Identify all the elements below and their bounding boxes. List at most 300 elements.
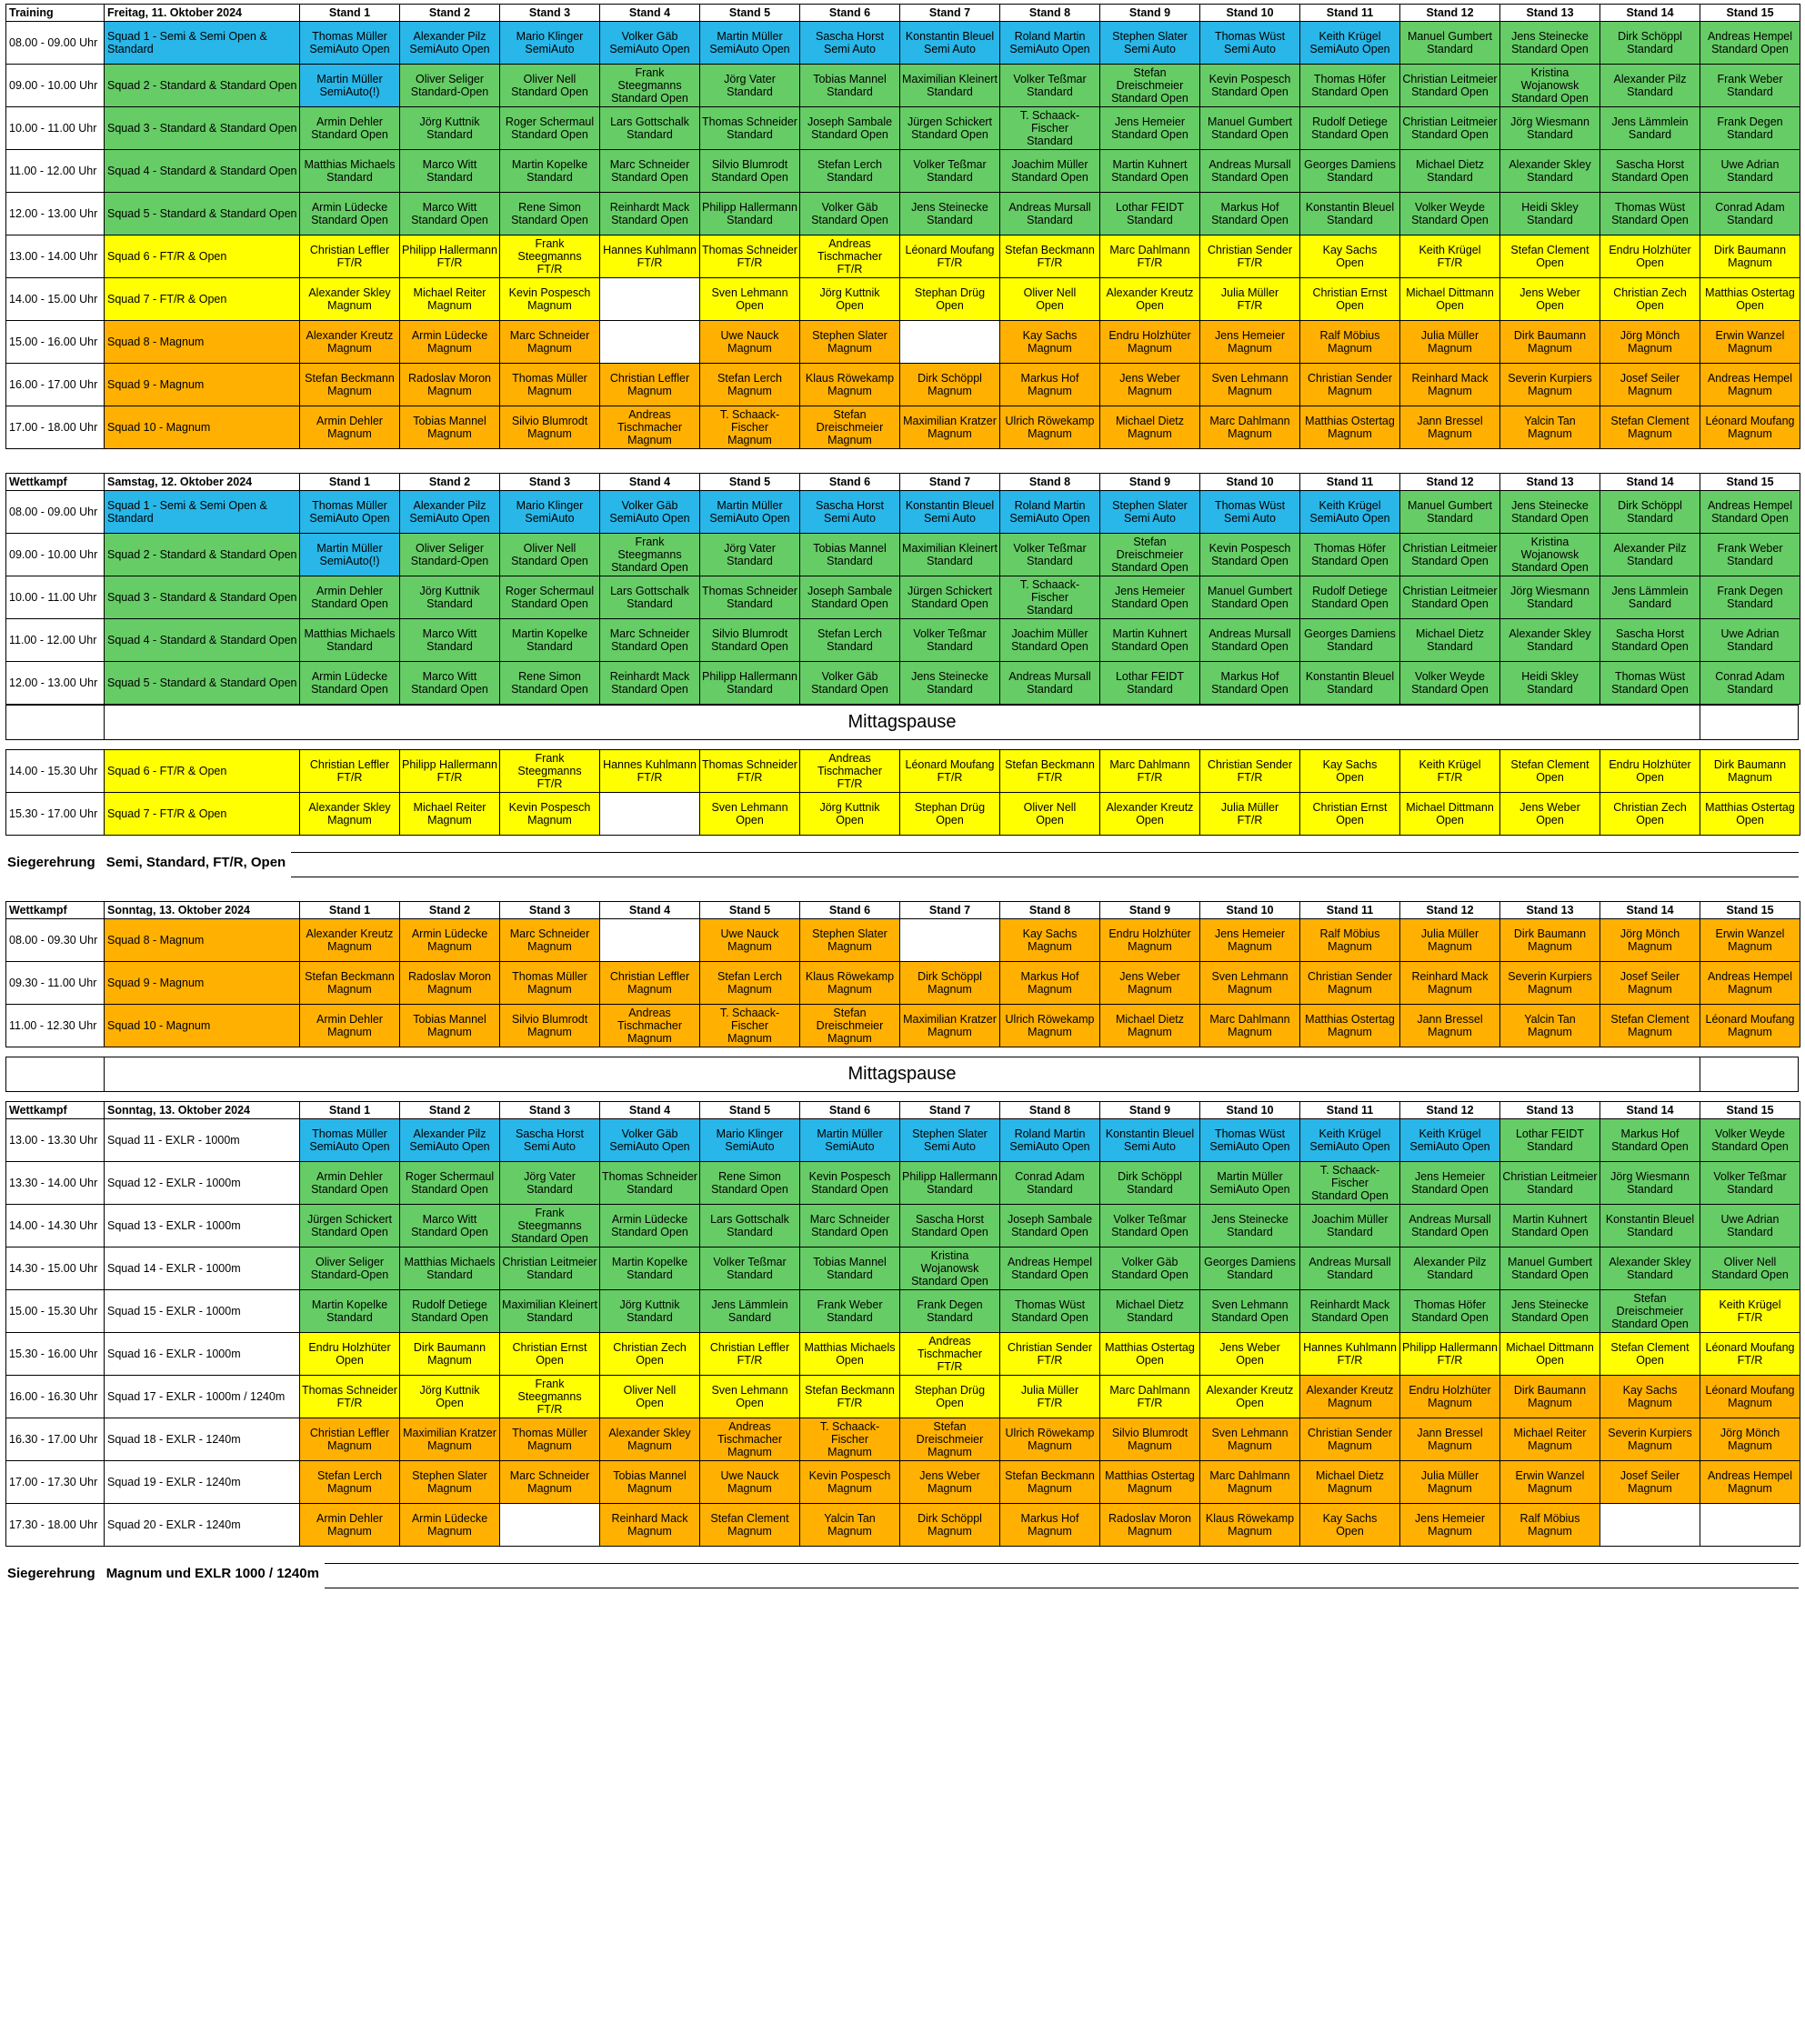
slot-cell-stand-2[interactable]: Alexander Pilz SemiAuto Open	[400, 1119, 500, 1162]
slot-cell-stand-1[interactable]: Christian Leffler Magnum	[300, 1418, 400, 1461]
slot-cell-stand-3[interactable]: Marc Schneider Magnum	[500, 321, 600, 364]
slot-cell-stand-6[interactable]: Joseph Sambale Standard Open	[800, 107, 900, 150]
slot-cell-stand-12[interactable]: Christian Leitmeier Standard Open	[1400, 107, 1500, 150]
slot-cell-stand-5[interactable]: T. Schaack-Fischer Magnum	[700, 1005, 800, 1047]
slot-cell-stand-13[interactable]: Jens Steinecke Standard Open	[1500, 22, 1600, 65]
slot-cell-stand-1[interactable]: Thomas Müller SemiAuto Open	[300, 22, 400, 65]
slot-cell-stand-8[interactable]: Andreas Mursall Standard	[1000, 193, 1100, 235]
slot-cell-stand-7[interactable]: Maximilian Kleinert Standard	[900, 65, 1000, 107]
slot-cell-stand-15[interactable]: Erwin Wanzel Magnum	[1700, 321, 1800, 364]
slot-cell-stand-5[interactable]: Uwe Nauck Magnum	[700, 1461, 800, 1504]
slot-cell-stand-9[interactable]: Stefan Dreischmeier Standard Open	[1100, 65, 1200, 107]
slot-cell-stand-12[interactable]: Philipp Hallermann FT/R	[1400, 1333, 1500, 1376]
slot-cell-stand-6[interactable]: Stefan Lerch Standard	[800, 619, 900, 662]
slot-cell-stand-6[interactable]: Kevin Pospesch Magnum	[800, 1461, 900, 1504]
slot-cell-stand-10[interactable]: Markus Hof Standard Open	[1200, 193, 1300, 235]
slot-cell-stand-15[interactable]: Frank Degen Standard	[1700, 107, 1800, 150]
slot-cell-stand-5[interactable]: Martin Müller SemiAuto Open	[700, 491, 800, 534]
slot-cell-stand-11[interactable]: Joachim Müller Standard	[1300, 1205, 1400, 1247]
slot-cell-stand-6[interactable]: Tobias Mannel Standard	[800, 534, 900, 576]
slot-cell-stand-3[interactable]: Frank Steegmanns FT/R	[500, 235, 600, 278]
slot-cell-stand-9[interactable]: Volker Gäb Standard Open	[1100, 1247, 1200, 1290]
slot-cell-stand-1[interactable]: Armin Dehler Standard Open	[300, 576, 400, 619]
slot-cell-stand-4[interactable]: Lars Gottschalk Standard	[600, 576, 700, 619]
slot-cell-stand-7[interactable]: Dirk Schöppl Magnum	[900, 364, 1000, 406]
slot-cell-stand-1[interactable]: Armin Dehler Standard Open	[300, 107, 400, 150]
slot-cell-stand-15[interactable]: Matthias Ostertag Open	[1700, 278, 1800, 321]
slot-cell-stand-8[interactable]: Ulrich Röwekamp Magnum	[1000, 1418, 1100, 1461]
slot-cell-stand-12[interactable]: Keith Krügel SemiAuto Open	[1400, 1119, 1500, 1162]
slot-cell-stand-13[interactable]: Severin Kurpiers Magnum	[1500, 962, 1600, 1005]
slot-cell-stand-15[interactable]: Jörg Mönch Magnum	[1700, 1418, 1800, 1461]
slot-cell-stand-1[interactable]: Matthias Michaels Standard	[300, 619, 400, 662]
slot-cell-stand-4[interactable]: Thomas Schneider Standard	[600, 1162, 700, 1205]
slot-cell-stand-2[interactable]: Stephen Slater Magnum	[400, 1461, 500, 1504]
slot-cell-stand-15[interactable]: Frank Weber Standard	[1700, 65, 1800, 107]
slot-cell-stand-11[interactable]: Reinhardt Mack Standard Open	[1300, 1290, 1400, 1333]
slot-cell-stand-9[interactable]: Silvio Blumrodt Magnum	[1100, 1418, 1200, 1461]
slot-cell-stand-5[interactable]: Sven Lehmann Open	[700, 1376, 800, 1418]
slot-cell-stand-7[interactable]: Philipp Hallermann Standard	[900, 1162, 1000, 1205]
slot-cell-stand-8[interactable]: Kay Sachs Magnum	[1000, 919, 1100, 962]
slot-cell-stand-2[interactable]: Maximilian Kratzer Magnum	[400, 1418, 500, 1461]
slot-cell-stand-13[interactable]: Dirk Baumann Magnum	[1500, 321, 1600, 364]
slot-cell-stand-15[interactable]	[1700, 1504, 1800, 1547]
slot-cell-stand-3[interactable]: Thomas Müller Magnum	[500, 1418, 600, 1461]
slot-cell-stand-9[interactable]: Michael Dietz Magnum	[1100, 406, 1200, 449]
slot-cell-stand-6[interactable]: Kevin Pospesch Standard Open	[800, 1162, 900, 1205]
slot-cell-stand-11[interactable]: Georges Damiens Standard	[1300, 619, 1400, 662]
slot-cell-stand-2[interactable]: Radoslav Moron Magnum	[400, 962, 500, 1005]
slot-cell-stand-6[interactable]: Stefan Beckmann FT/R	[800, 1376, 900, 1418]
slot-cell-stand-4[interactable]: Hannes Kuhlmann FT/R	[600, 235, 700, 278]
slot-cell-stand-14[interactable]: Christian Zech Open	[1600, 793, 1700, 836]
slot-cell-stand-5[interactable]: Silvio Blumrodt Standard Open	[700, 150, 800, 193]
slot-cell-stand-5[interactable]: Thomas Schneider Standard	[700, 576, 800, 619]
slot-cell-stand-9[interactable]: Jens Hemeier Standard Open	[1100, 107, 1200, 150]
slot-cell-stand-11[interactable]: Michael Dietz Magnum	[1300, 1461, 1400, 1504]
slot-cell-stand-14[interactable]: Dirk Schöppl Standard	[1600, 491, 1700, 534]
slot-cell-stand-4[interactable]: Christian Leffler Magnum	[600, 364, 700, 406]
slot-cell-stand-12[interactable]: Julia Müller Magnum	[1400, 321, 1500, 364]
slot-cell-stand-1[interactable]: Martin Müller SemiAuto(!)	[300, 534, 400, 576]
slot-cell-stand-1[interactable]: Jürgen Schickert Standard Open	[300, 1205, 400, 1247]
slot-cell-stand-3[interactable]: Martin Kopelke Standard	[500, 150, 600, 193]
slot-cell-stand-7[interactable]: Jürgen Schickert Standard Open	[900, 107, 1000, 150]
slot-cell-stand-10[interactable]: Andreas Mursall Standard Open	[1200, 619, 1300, 662]
slot-cell-stand-14[interactable]: Konstantin Bleuel Standard	[1600, 1205, 1700, 1247]
slot-cell-stand-2[interactable]: Michael Reiter Magnum	[400, 793, 500, 836]
slot-cell-stand-3[interactable]: Roger Schermaul Standard Open	[500, 107, 600, 150]
slot-cell-stand-2[interactable]: Michael Reiter Magnum	[400, 278, 500, 321]
slot-cell-stand-7[interactable]	[900, 919, 1000, 962]
slot-cell-stand-15[interactable]: Volker Weyde Standard Open	[1700, 1119, 1800, 1162]
slot-cell-stand-5[interactable]: Stefan Lerch Magnum	[700, 962, 800, 1005]
slot-cell-stand-14[interactable]: Stefan Clement Open	[1600, 1333, 1700, 1376]
slot-cell-stand-10[interactable]: Christian Sender FT/R	[1200, 235, 1300, 278]
slot-cell-stand-4[interactable]: Lars Gottschalk Standard	[600, 107, 700, 150]
slot-cell-stand-9[interactable]: Alexander Kreutz Open	[1100, 278, 1200, 321]
slot-cell-stand-2[interactable]: Armin Lüdecke Magnum	[400, 321, 500, 364]
slot-cell-stand-13[interactable]: Jens Weber Open	[1500, 278, 1600, 321]
slot-cell-stand-1[interactable]: Armin Dehler Standard Open	[300, 1162, 400, 1205]
slot-cell-stand-7[interactable]: Volker Teßmar Standard	[900, 619, 1000, 662]
slot-cell-stand-7[interactable]: Stephan Drüg Open	[900, 278, 1000, 321]
slot-cell-stand-4[interactable]: Christian Zech Open	[600, 1333, 700, 1376]
slot-cell-stand-12[interactable]: Jens Hemeier Magnum	[1400, 1504, 1500, 1547]
slot-cell-stand-9[interactable]: Lothar FEIDT Standard	[1100, 193, 1200, 235]
slot-cell-stand-13[interactable]: Jens Weber Open	[1500, 793, 1600, 836]
slot-cell-stand-3[interactable]: Frank Steegmanns FT/R	[500, 1376, 600, 1418]
slot-cell-stand-6[interactable]: Andreas Tischmacher FT/R	[800, 235, 900, 278]
slot-cell-stand-4[interactable]: Tobias Mannel Magnum	[600, 1461, 700, 1504]
slot-cell-stand-15[interactable]: Uwe Adrian Standard	[1700, 150, 1800, 193]
slot-cell-stand-7[interactable]: Maximilian Kleinert Standard	[900, 534, 1000, 576]
slot-cell-stand-2[interactable]: Tobias Mannel Magnum	[400, 406, 500, 449]
slot-cell-stand-13[interactable]: Michael Reiter Magnum	[1500, 1418, 1600, 1461]
slot-cell-stand-7[interactable]: Jens Steinecke Standard	[900, 193, 1000, 235]
slot-cell-stand-1[interactable]: Matthias Michaels Standard	[300, 150, 400, 193]
slot-cell-stand-2[interactable]: Armin Lüdecke Magnum	[400, 1504, 500, 1547]
slot-cell-stand-2[interactable]: Jörg Kuttnik Standard	[400, 107, 500, 150]
slot-cell-stand-5[interactable]: Uwe Nauck Magnum	[700, 321, 800, 364]
slot-cell-stand-1[interactable]: Alexander Skley Magnum	[300, 278, 400, 321]
slot-cell-stand-13[interactable]: Alexander Skley Standard	[1500, 150, 1600, 193]
slot-cell-stand-11[interactable]: Ralf Möbius Magnum	[1300, 919, 1400, 962]
slot-cell-stand-10[interactable]: Jens Hemeier Magnum	[1200, 321, 1300, 364]
slot-cell-stand-5[interactable]: Sven Lehmann Open	[700, 278, 800, 321]
slot-cell-stand-5[interactable]: Stefan Lerch Magnum	[700, 364, 800, 406]
slot-cell-stand-8[interactable]: Kay Sachs Magnum	[1000, 321, 1100, 364]
slot-cell-stand-7[interactable]: Maximilian Kratzer Magnum	[900, 406, 1000, 449]
slot-cell-stand-4[interactable]	[600, 793, 700, 836]
slot-cell-stand-2[interactable]: Alexander Pilz SemiAuto Open	[400, 22, 500, 65]
slot-cell-stand-10[interactable]: Marc Dahlmann Magnum	[1200, 406, 1300, 449]
slot-cell-stand-13[interactable]: Yalcin Tan Magnum	[1500, 406, 1600, 449]
slot-cell-stand-5[interactable]: T. Schaack-Fischer Magnum	[700, 406, 800, 449]
slot-cell-stand-14[interactable]: Josef Seiler Magnum	[1600, 364, 1700, 406]
slot-cell-stand-2[interactable]: Matthias Michaels Standard	[400, 1247, 500, 1290]
slot-cell-stand-15[interactable]: Keith Krügel FT/R	[1700, 1290, 1800, 1333]
slot-cell-stand-3[interactable]: Silvio Blumrodt Magnum	[500, 1005, 600, 1047]
slot-cell-stand-14[interactable]: Kay Sachs Magnum	[1600, 1376, 1700, 1418]
slot-cell-stand-6[interactable]: Stefan Dreischmeier Magnum	[800, 1005, 900, 1047]
slot-cell-stand-8[interactable]: Markus Hof Magnum	[1000, 364, 1100, 406]
slot-cell-stand-10[interactable]: Manuel Gumbert Standard Open	[1200, 107, 1300, 150]
slot-cell-stand-12[interactable]: Jann Bressel Magnum	[1400, 406, 1500, 449]
slot-cell-stand-10[interactable]: Klaus Röwekamp Magnum	[1200, 1504, 1300, 1547]
slot-cell-stand-8[interactable]: Markus Hof Magnum	[1000, 1504, 1100, 1547]
slot-cell-stand-3[interactable]: Rene Simon Standard Open	[500, 662, 600, 705]
slot-cell-stand-15[interactable]: Frank Weber Standard	[1700, 534, 1800, 576]
slot-cell-stand-11[interactable]: Konstantin Bleuel Standard	[1300, 662, 1400, 705]
slot-cell-stand-11[interactable]: Thomas Höfer Standard Open	[1300, 534, 1400, 576]
slot-cell-stand-9[interactable]: Lothar FEIDT Standard	[1100, 662, 1200, 705]
slot-cell-stand-2[interactable]: Dirk Baumann Magnum	[400, 1333, 500, 1376]
slot-cell-stand-10[interactable]: Sven Lehmann Magnum	[1200, 364, 1300, 406]
slot-cell-stand-10[interactable]: Jens Weber Open	[1200, 1333, 1300, 1376]
slot-cell-stand-2[interactable]: Marco Witt Standard Open	[400, 193, 500, 235]
slot-cell-stand-14[interactable]: Endru Holzhüter Open	[1600, 750, 1700, 793]
slot-cell-stand-13[interactable]: Heidi Skley Standard	[1500, 662, 1600, 705]
slot-cell-stand-12[interactable]: Jens Hemeier Standard Open	[1400, 1162, 1500, 1205]
slot-cell-stand-11[interactable]: Thomas Höfer Standard Open	[1300, 65, 1400, 107]
slot-cell-stand-10[interactable]: Sven Lehmann Standard Open	[1200, 1290, 1300, 1333]
slot-cell-stand-2[interactable]: Radoslav Moron Magnum	[400, 364, 500, 406]
slot-cell-stand-4[interactable]: Reinhardt Mack Standard Open	[600, 662, 700, 705]
slot-cell-stand-7[interactable]: Stephan Drüg Open	[900, 1376, 1000, 1418]
slot-cell-stand-11[interactable]: Kay Sachs Open	[1300, 235, 1400, 278]
slot-cell-stand-1[interactable]: Armin Lüdecke Standard Open	[300, 193, 400, 235]
slot-cell-stand-13[interactable]: Stefan Clement Open	[1500, 750, 1600, 793]
slot-cell-stand-7[interactable]: Dirk Schöppl Magnum	[900, 1504, 1000, 1547]
slot-cell-stand-4[interactable]: Frank Steegmanns Standard Open	[600, 65, 700, 107]
slot-cell-stand-8[interactable]: Christian Sender FT/R	[1000, 1333, 1100, 1376]
slot-cell-stand-15[interactable]: Léonard Moufang Magnum	[1700, 1005, 1800, 1047]
slot-cell-stand-4[interactable]: Volker Gäb SemiAuto Open	[600, 491, 700, 534]
slot-cell-stand-14[interactable]: Alexander Pilz Standard	[1600, 65, 1700, 107]
slot-cell-stand-13[interactable]: Erwin Wanzel Magnum	[1500, 1461, 1600, 1504]
slot-cell-stand-14[interactable]: Stefan Clement Magnum	[1600, 1005, 1700, 1047]
slot-cell-stand-1[interactable]: Stefan Beckmann Magnum	[300, 962, 400, 1005]
slot-cell-stand-5[interactable]: Volker Teßmar Standard	[700, 1247, 800, 1290]
slot-cell-stand-5[interactable]: Stefan Clement Magnum	[700, 1504, 800, 1547]
slot-cell-stand-7[interactable]: Konstantin Bleuel Semi Auto	[900, 22, 1000, 65]
slot-cell-stand-6[interactable]: Martin Müller SemiAuto	[800, 1119, 900, 1162]
slot-cell-stand-2[interactable]: Armin Lüdecke Magnum	[400, 919, 500, 962]
slot-cell-stand-11[interactable]: Konstantin Bleuel Standard	[1300, 193, 1400, 235]
slot-cell-stand-13[interactable]: Christian Leitmeier Standard	[1500, 1162, 1600, 1205]
slot-cell-stand-15[interactable]: Léonard Moufang Magnum	[1700, 406, 1800, 449]
slot-cell-stand-4[interactable]: Andreas Tischmacher Magnum	[600, 1005, 700, 1047]
slot-cell-stand-11[interactable]: Christian Sender Magnum	[1300, 1418, 1400, 1461]
slot-cell-stand-14[interactable]: Sascha Horst Standard Open	[1600, 150, 1700, 193]
slot-cell-stand-8[interactable]: Roland Martin SemiAuto Open	[1000, 1119, 1100, 1162]
slot-cell-stand-11[interactable]: Hannes Kuhlmann FT/R	[1300, 1333, 1400, 1376]
slot-cell-stand-9[interactable]: Marc Dahlmann FT/R	[1100, 750, 1200, 793]
slot-cell-stand-12[interactable]: Manuel Gumbert Standard	[1400, 22, 1500, 65]
slot-cell-stand-2[interactable]: Oliver Seliger Standard-Open	[400, 65, 500, 107]
slot-cell-stand-10[interactable]: Marc Dahlmann Magnum	[1200, 1461, 1300, 1504]
slot-cell-stand-7[interactable]: Léonard Moufang FT/R	[900, 235, 1000, 278]
slot-cell-stand-6[interactable]: Jörg Kuttnik Open	[800, 278, 900, 321]
slot-cell-stand-1[interactable]: Stefan Lerch Magnum	[300, 1461, 400, 1504]
slot-cell-stand-11[interactable]: Kay Sachs Open	[1300, 750, 1400, 793]
slot-cell-stand-1[interactable]: Christian Leffler FT/R	[300, 750, 400, 793]
slot-cell-stand-15[interactable]: Léonard Moufang FT/R	[1700, 1333, 1800, 1376]
slot-cell-stand-15[interactable]: Andreas Hempel Standard Open	[1700, 491, 1800, 534]
slot-cell-stand-12[interactable]: Volker Weyde Standard Open	[1400, 662, 1500, 705]
slot-cell-stand-14[interactable]: Endru Holzhüter Open	[1600, 235, 1700, 278]
slot-cell-stand-6[interactable]: Klaus Röwekamp Magnum	[800, 364, 900, 406]
slot-cell-stand-8[interactable]: Volker Teßmar Standard	[1000, 534, 1100, 576]
slot-cell-stand-3[interactable]: Roger Schermaul Standard Open	[500, 576, 600, 619]
slot-cell-stand-11[interactable]: Kay Sachs Open	[1300, 1504, 1400, 1547]
slot-cell-stand-5[interactable]: Thomas Schneider Standard	[700, 107, 800, 150]
slot-cell-stand-9[interactable]: Endru Holzhüter Magnum	[1100, 919, 1200, 962]
slot-cell-stand-14[interactable]: Josef Seiler Magnum	[1600, 962, 1700, 1005]
slot-cell-stand-10[interactable]: Thomas Wüst SemiAuto Open	[1200, 1119, 1300, 1162]
slot-cell-stand-4[interactable]: Reinhardt Mack Standard Open	[600, 193, 700, 235]
slot-cell-stand-2[interactable]: Roger Schermaul Standard Open	[400, 1162, 500, 1205]
slot-cell-stand-11[interactable]: Christian Sender Magnum	[1300, 962, 1400, 1005]
slot-cell-stand-11[interactable]: Rudolf Detiege Standard Open	[1300, 576, 1400, 619]
slot-cell-stand-2[interactable]: Oliver Seliger Standard-Open	[400, 534, 500, 576]
slot-cell-stand-12[interactable]: Jann Bressel Magnum	[1400, 1005, 1500, 1047]
slot-cell-stand-14[interactable]: Thomas Wüst Standard Open	[1600, 662, 1700, 705]
slot-cell-stand-8[interactable]: Joachim Müller Standard Open	[1000, 150, 1100, 193]
slot-cell-stand-5[interactable]: Christian Leffler FT/R	[700, 1333, 800, 1376]
slot-cell-stand-11[interactable]: Keith Krügel SemiAuto Open	[1300, 22, 1400, 65]
slot-cell-stand-13[interactable]: Yalcin Tan Magnum	[1500, 1005, 1600, 1047]
slot-cell-stand-4[interactable]	[600, 321, 700, 364]
slot-cell-stand-6[interactable]: Volker Gäb Standard Open	[800, 193, 900, 235]
slot-cell-stand-12[interactable]: Julia Müller Magnum	[1400, 1461, 1500, 1504]
slot-cell-stand-13[interactable]: Alexander Skley Standard	[1500, 619, 1600, 662]
slot-cell-stand-12[interactable]: Alexander Pilz Standard	[1400, 1247, 1500, 1290]
slot-cell-stand-6[interactable]: Stephen Slater Magnum	[800, 321, 900, 364]
slot-cell-stand-12[interactable]: Christian Leitmeier Standard Open	[1400, 65, 1500, 107]
slot-cell-stand-10[interactable]: Sven Lehmann Magnum	[1200, 962, 1300, 1005]
slot-cell-stand-13[interactable]: Manuel Gumbert Standard Open	[1500, 1247, 1600, 1290]
slot-cell-stand-3[interactable]: Sascha Horst Semi Auto	[500, 1119, 600, 1162]
slot-cell-stand-5[interactable]: Jörg Vater Standard	[700, 534, 800, 576]
slot-cell-stand-12[interactable]: Michael Dietz Standard	[1400, 150, 1500, 193]
slot-cell-stand-8[interactable]: Julia Müller FT/R	[1000, 1376, 1100, 1418]
slot-cell-stand-9[interactable]: Jens Weber Magnum	[1100, 962, 1200, 1005]
slot-cell-stand-11[interactable]: Rudolf Detiege Standard Open	[1300, 107, 1400, 150]
slot-cell-stand-9[interactable]: Stephen Slater Semi Auto	[1100, 22, 1200, 65]
slot-cell-stand-4[interactable]: Armin Lüdecke Standard Open	[600, 1205, 700, 1247]
slot-cell-stand-5[interactable]: Mario Klinger SemiAuto	[700, 1119, 800, 1162]
slot-cell-stand-1[interactable]: Martin Kopelke Standard	[300, 1290, 400, 1333]
slot-cell-stand-13[interactable]: Kristina Wojanowsk Standard Open	[1500, 534, 1600, 576]
slot-cell-stand-5[interactable]: Martin Müller SemiAuto Open	[700, 22, 800, 65]
slot-cell-stand-8[interactable]: Stefan Beckmann FT/R	[1000, 235, 1100, 278]
slot-cell-stand-13[interactable]: Stefan Clement Open	[1500, 235, 1600, 278]
slot-cell-stand-12[interactable]: Michael Dietz Standard	[1400, 619, 1500, 662]
slot-cell-stand-3[interactable]	[500, 1504, 600, 1547]
slot-cell-stand-1[interactable]: Armin Dehler Magnum	[300, 1005, 400, 1047]
slot-cell-stand-8[interactable]: Oliver Nell Open	[1000, 793, 1100, 836]
slot-cell-stand-15[interactable]: Andreas Hempel Standard Open	[1700, 22, 1800, 65]
slot-cell-stand-8[interactable]: Roland Martin SemiAuto Open	[1000, 491, 1100, 534]
slot-cell-stand-7[interactable]: Andreas Tischmacher FT/R	[900, 1333, 1000, 1376]
slot-cell-stand-10[interactable]: Jens Steinecke Standard	[1200, 1205, 1300, 1247]
slot-cell-stand-9[interactable]: Michael Dietz Magnum	[1100, 1005, 1200, 1047]
slot-cell-stand-10[interactable]: Kevin Pospesch Standard Open	[1200, 65, 1300, 107]
slot-cell-stand-3[interactable]: Silvio Blumrodt Magnum	[500, 406, 600, 449]
slot-cell-stand-14[interactable]: Stefan Dreischmeier Standard Open	[1600, 1290, 1700, 1333]
slot-cell-stand-4[interactable]: Jörg Kuttnik Standard	[600, 1290, 700, 1333]
slot-cell-stand-6[interactable]: Stefan Lerch Standard	[800, 150, 900, 193]
slot-cell-stand-8[interactable]: Joachim Müller Standard Open	[1000, 619, 1100, 662]
slot-cell-stand-14[interactable]: Thomas Wüst Standard Open	[1600, 193, 1700, 235]
slot-cell-stand-6[interactable]: Stephen Slater Magnum	[800, 919, 900, 962]
slot-cell-stand-11[interactable]: Alexander Kreutz Magnum	[1300, 1376, 1400, 1418]
slot-cell-stand-9[interactable]: Michael Dietz Standard	[1100, 1290, 1200, 1333]
slot-cell-stand-13[interactable]: Jörg Wiesmann Standard	[1500, 107, 1600, 150]
slot-cell-stand-7[interactable]: Maximilian Kratzer Magnum	[900, 1005, 1000, 1047]
slot-cell-stand-5[interactable]: Jens Lämmlein Sandard	[700, 1290, 800, 1333]
slot-cell-stand-5[interactable]: Uwe Nauck Magnum	[700, 919, 800, 962]
slot-cell-stand-3[interactable]: Marc Schneider Magnum	[500, 1461, 600, 1504]
slot-cell-stand-12[interactable]: Andreas Mursall Standard Open	[1400, 1205, 1500, 1247]
slot-cell-stand-10[interactable]: Jens Hemeier Magnum	[1200, 919, 1300, 962]
slot-cell-stand-12[interactable]: Endru Holzhüter Magnum	[1400, 1376, 1500, 1418]
slot-cell-stand-6[interactable]: Tobias Mannel Standard	[800, 1247, 900, 1290]
slot-cell-stand-6[interactable]: Sascha Horst Semi Auto	[800, 491, 900, 534]
slot-cell-stand-15[interactable]: Oliver Nell Standard Open	[1700, 1247, 1800, 1290]
slot-cell-stand-3[interactable]: Thomas Müller Magnum	[500, 364, 600, 406]
slot-cell-stand-5[interactable]: Silvio Blumrodt Standard Open	[700, 619, 800, 662]
slot-cell-stand-2[interactable]: Philipp Hallermann FT/R	[400, 235, 500, 278]
slot-cell-stand-14[interactable]: Jörg Wiesmann Standard	[1600, 1162, 1700, 1205]
slot-cell-stand-13[interactable]: Dirk Baumann Magnum	[1500, 919, 1600, 962]
slot-cell-stand-1[interactable]: Armin Lüdecke Standard Open	[300, 662, 400, 705]
slot-cell-stand-7[interactable]: Stephen Slater Semi Auto	[900, 1119, 1000, 1162]
slot-cell-stand-7[interactable]: Jens Weber Magnum	[900, 1461, 1000, 1504]
slot-cell-stand-9[interactable]: Endru Holzhüter Magnum	[1100, 321, 1200, 364]
slot-cell-stand-2[interactable]: Rudolf Detiege Standard Open	[400, 1290, 500, 1333]
slot-cell-stand-3[interactable]: Maximilian Kleinert Standard	[500, 1290, 600, 1333]
slot-cell-stand-12[interactable]: Thomas Höfer Standard Open	[1400, 1290, 1500, 1333]
slot-cell-stand-15[interactable]: Uwe Adrian Standard	[1700, 619, 1800, 662]
slot-cell-stand-4[interactable]: Reinhard Mack Magnum	[600, 1504, 700, 1547]
slot-cell-stand-7[interactable]: Stefan Dreischmeier Magnum	[900, 1418, 1000, 1461]
slot-cell-stand-10[interactable]: Manuel Gumbert Standard Open	[1200, 576, 1300, 619]
slot-cell-stand-8[interactable]: Roland Martin SemiAuto Open	[1000, 22, 1100, 65]
slot-cell-stand-8[interactable]: Andreas Mursall Standard	[1000, 662, 1100, 705]
slot-cell-stand-4[interactable]: Christian Leffler Magnum	[600, 962, 700, 1005]
slot-cell-stand-1[interactable]: Alexander Skley Magnum	[300, 793, 400, 836]
slot-cell-stand-9[interactable]: Martin Kuhnert Standard Open	[1100, 150, 1200, 193]
slot-cell-stand-10[interactable]: Georges Damiens Standard	[1200, 1247, 1300, 1290]
slot-cell-stand-2[interactable]: Jörg Kuttnik Open	[400, 1376, 500, 1418]
slot-cell-stand-8[interactable]: Oliver Nell Open	[1000, 278, 1100, 321]
slot-cell-stand-13[interactable]: Jens Steinecke Standard Open	[1500, 1290, 1600, 1333]
slot-cell-stand-14[interactable]: Alexander Pilz Standard	[1600, 534, 1700, 576]
slot-cell-stand-14[interactable]: Sascha Horst Standard Open	[1600, 619, 1700, 662]
slot-cell-stand-6[interactable]: Volker Gäb Standard Open	[800, 662, 900, 705]
slot-cell-stand-2[interactable]: Alexander Pilz SemiAuto Open	[400, 491, 500, 534]
slot-cell-stand-4[interactable]: Martin Kopelke Standard	[600, 1247, 700, 1290]
slot-cell-stand-2[interactable]: Marco Witt Standard	[400, 619, 500, 662]
slot-cell-stand-7[interactable]: Frank Degen Standard	[900, 1290, 1000, 1333]
slot-cell-stand-1[interactable]: Thomas Müller SemiAuto Open	[300, 1119, 400, 1162]
slot-cell-stand-13[interactable]: Martin Kuhnert Standard Open	[1500, 1205, 1600, 1247]
slot-cell-stand-7[interactable]: Léonard Moufang FT/R	[900, 750, 1000, 793]
slot-cell-stand-2[interactable]: Jörg Kuttnik Standard	[400, 576, 500, 619]
slot-cell-stand-6[interactable]: Frank Weber Standard	[800, 1290, 900, 1333]
slot-cell-stand-7[interactable]	[900, 321, 1000, 364]
slot-cell-stand-13[interactable]: Jörg Wiesmann Standard	[1500, 576, 1600, 619]
slot-cell-stand-10[interactable]: Markus Hof Standard Open	[1200, 662, 1300, 705]
slot-cell-stand-13[interactable]: Ralf Möbius Magnum	[1500, 1504, 1600, 1547]
slot-cell-stand-9[interactable]: Volker Teßmar Standard Open	[1100, 1205, 1200, 1247]
slot-cell-stand-13[interactable]: Heidi Skley Standard	[1500, 193, 1600, 235]
slot-cell-stand-11[interactable]: Christian Sender Magnum	[1300, 364, 1400, 406]
slot-cell-stand-12[interactable]: Michael Dittmann Open	[1400, 793, 1500, 836]
slot-cell-stand-14[interactable]: Jens Lämmlein Sandard	[1600, 107, 1700, 150]
slot-cell-stand-10[interactable]: Andreas Mursall Standard Open	[1200, 150, 1300, 193]
slot-cell-stand-10[interactable]: Alexander Kreutz Open	[1200, 1376, 1300, 1418]
slot-cell-stand-6[interactable]: Matthias Michaels Open	[800, 1333, 900, 1376]
slot-cell-stand-9[interactable]: Marc Dahlmann FT/R	[1100, 1376, 1200, 1418]
slot-cell-stand-11[interactable]: T. Schaack-Fischer Standard Open	[1300, 1162, 1400, 1205]
slot-cell-stand-9[interactable]: Radoslav Moron Magnum	[1100, 1504, 1200, 1547]
slot-cell-stand-12[interactable]: Christian Leitmeier Standard Open	[1400, 534, 1500, 576]
